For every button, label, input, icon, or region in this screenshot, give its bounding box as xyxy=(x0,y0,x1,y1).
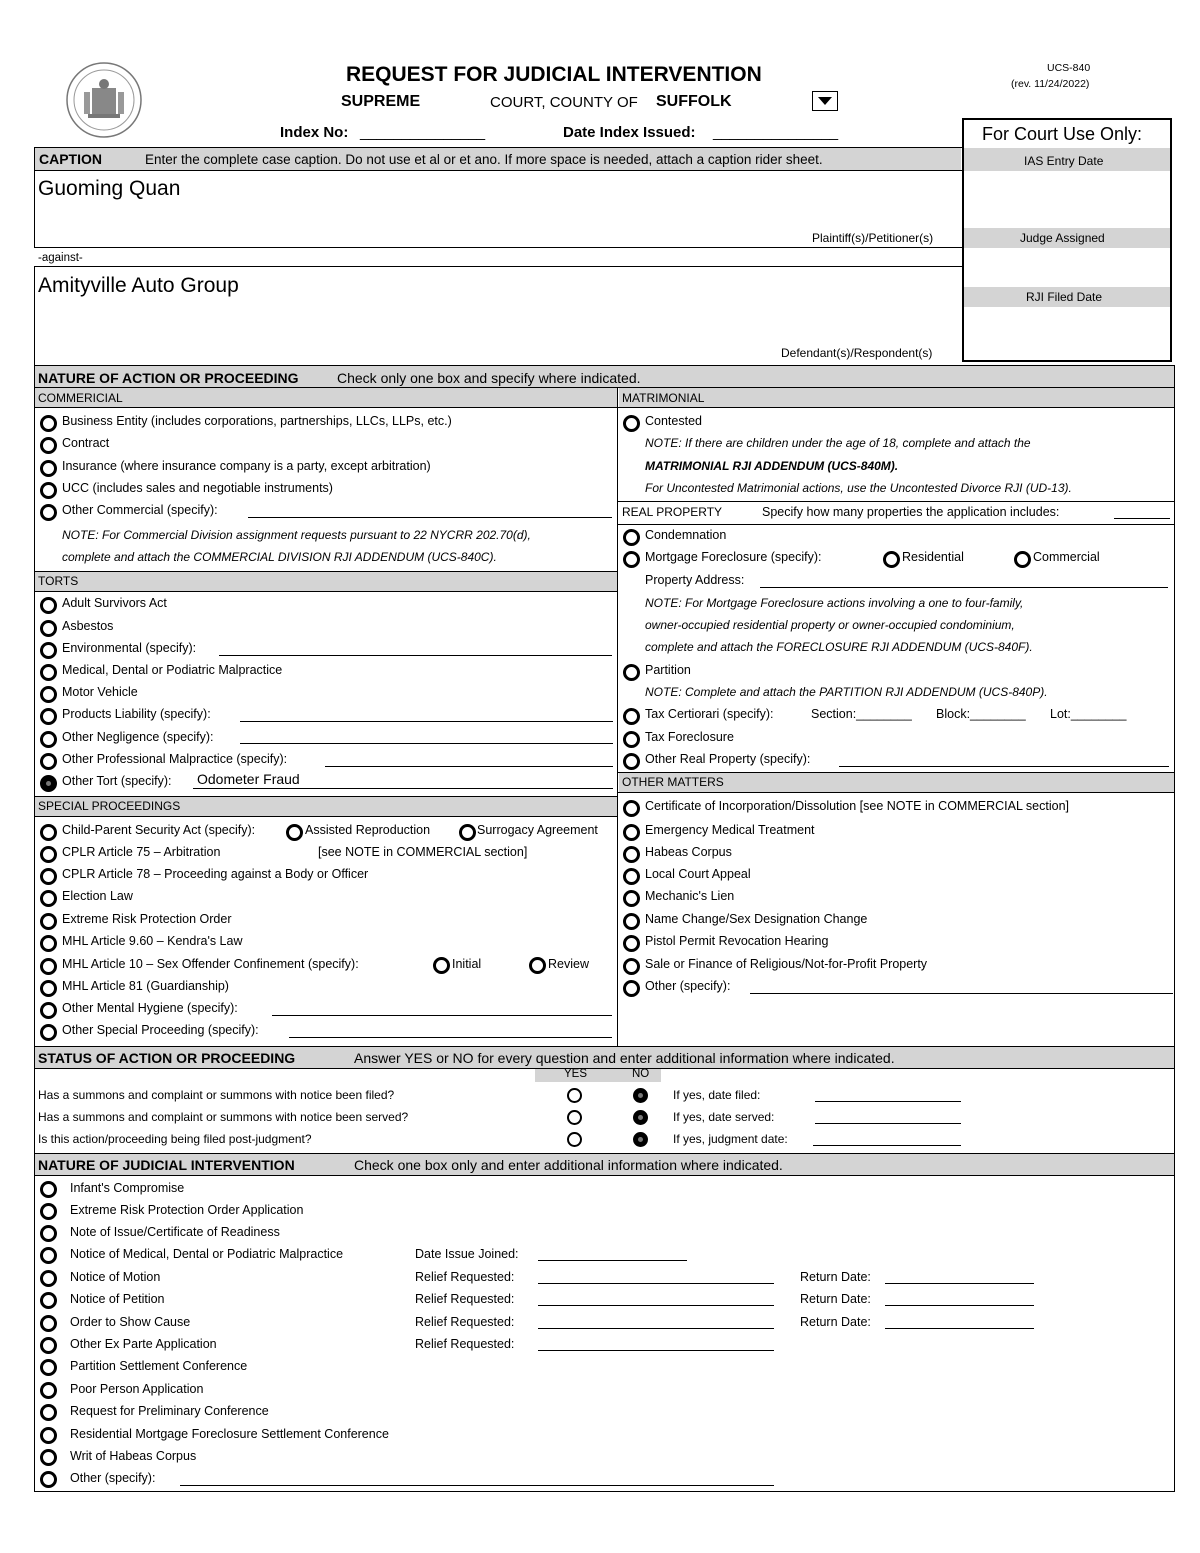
return-date-field-3[interactable] xyxy=(885,1328,1034,1329)
contested-label: Contested xyxy=(645,414,702,428)
special-radio-10[interactable] xyxy=(40,1024,57,1041)
judicial-item-9: Partition Settlement Conference xyxy=(70,1359,248,1373)
post-judgment-no-radio-selected[interactable] xyxy=(633,1132,648,1147)
other-matters-item-4: Local Court Appeal xyxy=(645,867,751,881)
plaintiff-name[interactable]: Guoming Quan xyxy=(38,177,181,200)
condemnation-radio[interactable] xyxy=(623,529,640,546)
court-name[interactable]: SUPREME xyxy=(341,93,421,110)
commercial-item-2: Contract xyxy=(62,436,110,450)
filed-no-radio-selected[interactable] xyxy=(633,1088,648,1103)
assisted-reproduction-radio[interactable] xyxy=(286,824,303,841)
commercial-radio-4[interactable] xyxy=(40,482,57,499)
relief-requested-field-1[interactable] xyxy=(538,1283,774,1284)
residential-label: Residential xyxy=(902,550,964,564)
relief-requested-field-3[interactable] xyxy=(538,1328,774,1329)
commercial-property-radio[interactable] xyxy=(1014,551,1031,568)
return-date-label-2: Return Date: xyxy=(800,1292,871,1306)
real-property-instructions: Specify how many properties the application includes: xyxy=(762,505,1060,519)
other-matters-radio-2[interactable] xyxy=(623,824,640,841)
other-matters-title: OTHER MATTERS xyxy=(622,775,724,789)
status-instructions: Answer YES or NO for every question and enter additional information where indicated. xyxy=(354,1050,895,1066)
other-matters-item-3: Habeas Corpus xyxy=(645,845,732,859)
return-date-label-1: Return Date: xyxy=(800,1270,871,1284)
status-detail-3: If yes, judgment date: xyxy=(673,1132,788,1146)
other-matters-item-8: Sale or Finance of Religious/Not-for-Profit Property xyxy=(645,957,928,971)
other-special-proceeding-field[interactable] xyxy=(289,1037,612,1038)
partition-radio[interactable] xyxy=(623,664,640,681)
commercial-title: COMMERICIAL xyxy=(38,391,123,405)
judicial-item-10: Poor Person Application xyxy=(70,1382,204,1396)
relief-requested-label-4: Relief Requested: xyxy=(415,1337,515,1351)
status-detail-1: If yes, date filed: xyxy=(673,1088,761,1102)
other-matters-radio-1[interactable] xyxy=(623,800,640,817)
review-label: Review xyxy=(548,957,589,971)
judicial-item-5: Notice of Motion xyxy=(70,1270,161,1284)
judicial-item-4: Notice of Medical, Dental or Podiatric Malpractice xyxy=(70,1247,344,1261)
other-tort-value[interactable]: Odometer Fraud xyxy=(197,771,300,787)
torts-radio-9-selected[interactable] xyxy=(40,775,57,792)
other-matters-radio-9[interactable] xyxy=(623,980,640,997)
torts-radio-7[interactable] xyxy=(40,731,57,748)
judicial-item-6: Notice of Petition xyxy=(70,1292,165,1306)
condemnation-label: Condemnation xyxy=(645,528,727,542)
special-radio-7[interactable] xyxy=(40,958,57,975)
torts-item-2: Asbestos xyxy=(62,619,114,633)
foreclosure-note-1: NOTE: For Mortgage Foreclosure actions involving a one to four-family, xyxy=(645,596,1024,610)
other-matters-item-5: Mechanic's Lien xyxy=(645,889,735,903)
commercial-item-4: UCC (includes sales and negotiable instruments) xyxy=(62,481,333,495)
special-item-1: Child-Parent Security Act (specify): xyxy=(62,823,256,837)
date-issue-joined-label: Date Issue Joined: xyxy=(415,1247,519,1261)
initial-label: Initial xyxy=(452,957,482,971)
torts-item-1: Adult Survivors Act xyxy=(62,596,167,610)
other-mental-hygiene-field[interactable] xyxy=(272,1015,612,1016)
date-index-field[interactable]: _______________ xyxy=(713,124,839,141)
judicial-radio-8[interactable] xyxy=(40,1337,57,1354)
tax-certiorari-radio[interactable] xyxy=(623,708,640,725)
judicial-item-11: Request for Preliminary Conference xyxy=(70,1404,269,1418)
judicial-radio-2[interactable] xyxy=(40,1203,57,1220)
judicial-radio-7[interactable] xyxy=(40,1315,57,1332)
judicial-other-field[interactable] xyxy=(180,1485,774,1486)
date-issue-joined-field[interactable] xyxy=(538,1260,687,1261)
judicial-item-12: Residential Mortgage Foreclosure Settlement Conference xyxy=(70,1427,389,1441)
other-matters-radio-3[interactable] xyxy=(623,846,640,863)
assisted-reproduction-label: Assisted Reproduction xyxy=(305,823,431,837)
products-liability-field[interactable] xyxy=(240,721,613,722)
lot-field[interactable]: Lot:________ xyxy=(1050,707,1127,721)
judge-assigned-label: Judge Assigned xyxy=(1020,231,1105,245)
state-seal xyxy=(64,60,144,140)
judicial-radio-5[interactable] xyxy=(40,1270,57,1287)
property-address-label: Property Address: xyxy=(645,573,745,587)
torts-radio-3[interactable] xyxy=(40,642,57,659)
judicial-item-7: Order to Show Cause xyxy=(70,1315,191,1329)
status-question-3: Is this action/proceeding being filed post-judgment? xyxy=(38,1132,312,1146)
defendant-name[interactable]: Amityville Auto Group xyxy=(38,274,239,297)
form-revision: (rev. 11/24/2022) xyxy=(1011,78,1090,90)
torts-radio-5[interactable] xyxy=(40,686,57,703)
commercial-radio-3[interactable] xyxy=(40,460,57,477)
torts-radio-2[interactable] xyxy=(40,620,57,637)
no-column-header: NO xyxy=(632,1068,650,1080)
court-county-label: COURT, COUNTY OF xyxy=(490,94,638,111)
tax-certiorari-label: Tax Certiorari (specify): xyxy=(645,707,774,721)
torts-title: TORTS xyxy=(38,574,79,588)
torts-item-6: Products Liability (specify): xyxy=(62,707,211,721)
relief-requested-field-4[interactable] xyxy=(538,1350,774,1351)
surrogacy-agreement-radio[interactable] xyxy=(459,824,476,841)
commercial-item-5: Other Commercial (specify): xyxy=(62,503,218,517)
status-detail-2: If yes, date served: xyxy=(673,1110,775,1124)
judicial-radio-3[interactable] xyxy=(40,1225,57,1242)
other-real-property-field[interactable] xyxy=(839,766,1169,767)
county-dropdown-button[interactable] xyxy=(812,91,838,111)
judicial-radio-9[interactable] xyxy=(40,1359,57,1376)
nature-action-title: NATURE OF ACTION OR PROCEEDING xyxy=(38,370,299,386)
nature-action-instructions: Check only one box and specify where indicated. xyxy=(337,370,641,386)
special-item-10: Other Special Proceeding (specify): xyxy=(62,1023,259,1037)
date-served-field[interactable] xyxy=(815,1123,961,1124)
torts-radio-6[interactable] xyxy=(40,708,57,725)
environmental-field[interactable] xyxy=(219,655,612,656)
special-item-7: MHL Article 10 – Sex Offender Confinement (specify): xyxy=(62,957,359,971)
judicial-item-2: Extreme Risk Protection Order Application xyxy=(70,1203,304,1217)
torts-item-5: Motor Vehicle xyxy=(62,685,138,699)
special-radio-4[interactable] xyxy=(40,890,57,907)
matrimonial-title: MATRIMONIAL xyxy=(622,391,705,405)
torts-item-8: Other Professional Malpractice (specify): xyxy=(62,752,288,766)
ias-entry-date-label: IAS Entry Date xyxy=(1024,154,1104,168)
date-index-label: Date Index Issued: xyxy=(563,124,696,141)
property-count-field[interactable] xyxy=(1114,518,1170,519)
special-item-8: MHL Article 81 (Guardianship) xyxy=(62,979,229,993)
other-matters-item-9: Other (specify): xyxy=(645,979,731,993)
judicial-item-3: Note of Issue/Certificate of Readiness xyxy=(70,1225,280,1239)
special-radio-8[interactable] xyxy=(40,980,57,997)
relief-requested-label-3: Relief Requested: xyxy=(415,1315,515,1329)
served-no-radio-selected[interactable] xyxy=(633,1110,648,1125)
form-title: REQUEST FOR JUDICIAL INTERVENTION xyxy=(346,63,762,86)
section-field[interactable]: Section:________ xyxy=(811,707,912,721)
contested-radio[interactable] xyxy=(623,415,640,432)
tax-foreclosure-radio[interactable] xyxy=(623,731,640,748)
relief-requested-label-1: Relief Requested: xyxy=(415,1270,515,1284)
commercial-note-2: complete and attach the COMMERCIAL DIVISION RJI ADDENDUM (UCS-840C). xyxy=(62,550,497,564)
yes-column-header: YES xyxy=(564,1068,588,1080)
commercial-property-label: Commercial xyxy=(1033,550,1100,564)
caption-instructions: Enter the complete case caption. Do not use et al or et ano. If more space is needed, attach a caption rider sheet. xyxy=(145,152,823,167)
relief-requested-label-2: Relief Requested: xyxy=(415,1292,515,1306)
torts-item-4: Medical, Dental or Podiatric Malpractice xyxy=(62,663,283,677)
other-matters-item-2: Emergency Medical Treatment xyxy=(645,823,815,837)
other-matters-radio-7[interactable] xyxy=(623,935,640,952)
judicial-item-13: Writ of Habeas Corpus xyxy=(70,1449,197,1463)
special-item-6: MHL Article 9.60 – Kendra's Law xyxy=(62,934,243,948)
foreclosure-note-2: owner-occupied residential property or owner-occupied condominium, xyxy=(645,618,1015,632)
property-address-field[interactable] xyxy=(760,587,1168,588)
against-label: -against- xyxy=(38,252,83,264)
matrimonial-note-1: NOTE: If there are children under the age of 18, complete and attach the xyxy=(645,436,1031,450)
commercial-item-1: Business Entity (includes corporations, partnerships, LLCs, LLPs, etc.) xyxy=(62,414,452,428)
tax-foreclosure-label: Tax Foreclosure xyxy=(645,730,734,744)
torts-radio-4[interactable] xyxy=(40,664,57,681)
judicial-radio-1[interactable] xyxy=(40,1181,57,1198)
partition-note: NOTE: Complete and attach the PARTITION RJI ADDENDUM (UCS-840P). xyxy=(645,685,1048,699)
judicial-radio-11[interactable] xyxy=(40,1404,57,1421)
residential-radio[interactable] xyxy=(883,551,900,568)
other-matters-item-6: Name Change/Sex Designation Change xyxy=(645,912,868,926)
surrogacy-agreement-label: Surrogacy Agreement xyxy=(477,823,598,837)
judicial-item-1: Infant's Compromise xyxy=(70,1181,185,1195)
special-radio-1[interactable] xyxy=(40,824,57,841)
commercial-radio-2[interactable] xyxy=(40,437,57,454)
other-matters-radio-6[interactable] xyxy=(623,913,640,930)
judicial-title: NATURE OF JUDICIAL INTERVENTION xyxy=(38,1157,295,1173)
judicial-item-8: Other Ex Parte Application xyxy=(70,1337,217,1351)
status-question-1: Has a summons and complaint or summons with notice been filed? xyxy=(38,1088,395,1102)
mortgage-foreclosure-radio[interactable] xyxy=(623,551,640,568)
judicial-item-14: Other (specify): xyxy=(70,1471,156,1485)
served-yes-radio[interactable] xyxy=(567,1110,582,1125)
index-no-label: Index No: xyxy=(280,124,349,141)
other-negligence-field[interactable] xyxy=(240,743,613,744)
foreclosure-note-3: complete and attach the FORECLOSURE RJI ADDENDUM (UCS-840F). xyxy=(645,640,1033,654)
judicial-radio-4[interactable] xyxy=(40,1247,57,1264)
torts-item-7: Other Negligence (specify): xyxy=(62,730,214,744)
initial-radio[interactable] xyxy=(433,957,450,974)
other-real-property-radio[interactable] xyxy=(623,753,640,770)
other-matters-radio-4[interactable] xyxy=(623,868,640,885)
block-field[interactable]: Block:________ xyxy=(936,707,1026,721)
other-commercial-field[interactable] xyxy=(248,517,612,518)
special-item-2: CPLR Article 75 – Arbitration xyxy=(62,845,221,859)
judicial-radio-6[interactable] xyxy=(40,1292,57,1309)
commercial-radio-1[interactable] xyxy=(40,415,57,432)
judicial-instructions: Check one box only and enter additional information where indicated. xyxy=(354,1157,783,1173)
post-judgment-yes-radio[interactable] xyxy=(567,1132,582,1147)
other-matters-radio-5[interactable] xyxy=(623,890,640,907)
commercial-item-3: Insurance (where insurance company is a party, except arbitration) xyxy=(62,459,431,473)
other-real-property-label: Other Real Property (specify): xyxy=(645,752,811,766)
other-matters-specify-field[interactable] xyxy=(750,993,1173,994)
review-radio[interactable] xyxy=(529,957,546,974)
filed-yes-radio[interactable] xyxy=(567,1088,582,1103)
index-no-field[interactable]: _______________ xyxy=(360,124,486,141)
other-matters-item-7: Pistol Permit Revocation Hearing xyxy=(645,934,829,948)
torts-item-9: Other Tort (specify): xyxy=(62,774,172,788)
judicial-radio-13[interactable] xyxy=(40,1449,57,1466)
torts-item-3: Environmental (specify): xyxy=(62,641,197,655)
defendant-label: Defendant(s)/Respondent(s) xyxy=(781,346,933,360)
rji-filed-date-label: RJI Filed Date xyxy=(1026,290,1103,304)
return-date-field-2[interactable] xyxy=(885,1305,1034,1306)
other-tort-underline xyxy=(193,788,613,789)
torts-radio-1[interactable] xyxy=(40,597,57,614)
plaintiff-label: Plaintiff(s)/Petitioner(s) xyxy=(812,231,934,245)
form-id: UCS-840 xyxy=(1047,62,1091,74)
real-property-title: REAL PROPERTY xyxy=(622,505,723,519)
return-date-label-3: Return Date: xyxy=(800,1315,871,1329)
other-prof-malpractice-field[interactable] xyxy=(325,766,613,767)
other-matters-item-1: Certificate of Incorporation/Dissolution [see NOTE in COMMERCIAL section] xyxy=(645,799,1069,813)
relief-requested-field-2[interactable] xyxy=(538,1305,774,1306)
judgment-date-field[interactable] xyxy=(813,1145,961,1146)
special-item-5: Extreme Risk Protection Order xyxy=(62,912,232,926)
county-name[interactable]: SUFFOLK xyxy=(656,93,732,110)
special-radio-3[interactable] xyxy=(40,868,57,885)
return-date-field-1[interactable] xyxy=(885,1283,1034,1284)
judicial-radio-14[interactable] xyxy=(40,1471,57,1488)
court-use-title: For Court Use Only: xyxy=(982,124,1143,144)
special-see-note: [see NOTE in COMMERCIAL section] xyxy=(318,845,528,859)
special-radio-6[interactable] xyxy=(40,935,57,952)
partition-label: Partition xyxy=(645,663,691,677)
chevron-down-icon xyxy=(818,97,832,105)
torts-radio-8[interactable] xyxy=(40,753,57,770)
matrimonial-note-3: For Uncontested Matrimonial actions, use the Uncontested Divorce RJI (UD-13). xyxy=(645,481,1072,495)
special-radio-9[interactable] xyxy=(40,1002,57,1019)
special-title: SPECIAL PROCEEDINGS xyxy=(38,799,181,813)
special-radio-2[interactable] xyxy=(40,846,57,863)
date-filed-field[interactable] xyxy=(815,1101,961,1102)
other-matters-radio-8[interactable] xyxy=(623,958,640,975)
special-item-3: CPLR Article 78 – Proceeding against a Body or Officer xyxy=(62,867,369,881)
judicial-radio-12[interactable] xyxy=(40,1427,57,1444)
caption-label: CAPTION xyxy=(39,151,102,167)
mortgage-foreclosure-label: Mortgage Foreclosure (specify): xyxy=(645,550,822,564)
judicial-radio-10[interactable] xyxy=(40,1382,57,1399)
commercial-radio-5[interactable] xyxy=(40,504,57,521)
matrimonial-note-2: MATRIMONIAL RJI ADDENDUM (UCS-840M). xyxy=(645,459,899,473)
special-item-4: Election Law xyxy=(62,889,133,903)
status-title: STATUS OF ACTION OR PROCEEDING xyxy=(38,1050,296,1066)
status-question-2: Has a summons and complaint or summons with notice been served? xyxy=(38,1110,409,1124)
commercial-note-1: NOTE: For Commercial Division assignment requests pursuant to 22 NYCRR 202.70(d), xyxy=(62,528,531,542)
special-radio-5[interactable] xyxy=(40,913,57,930)
special-item-9: Other Mental Hygiene (specify): xyxy=(62,1001,238,1015)
